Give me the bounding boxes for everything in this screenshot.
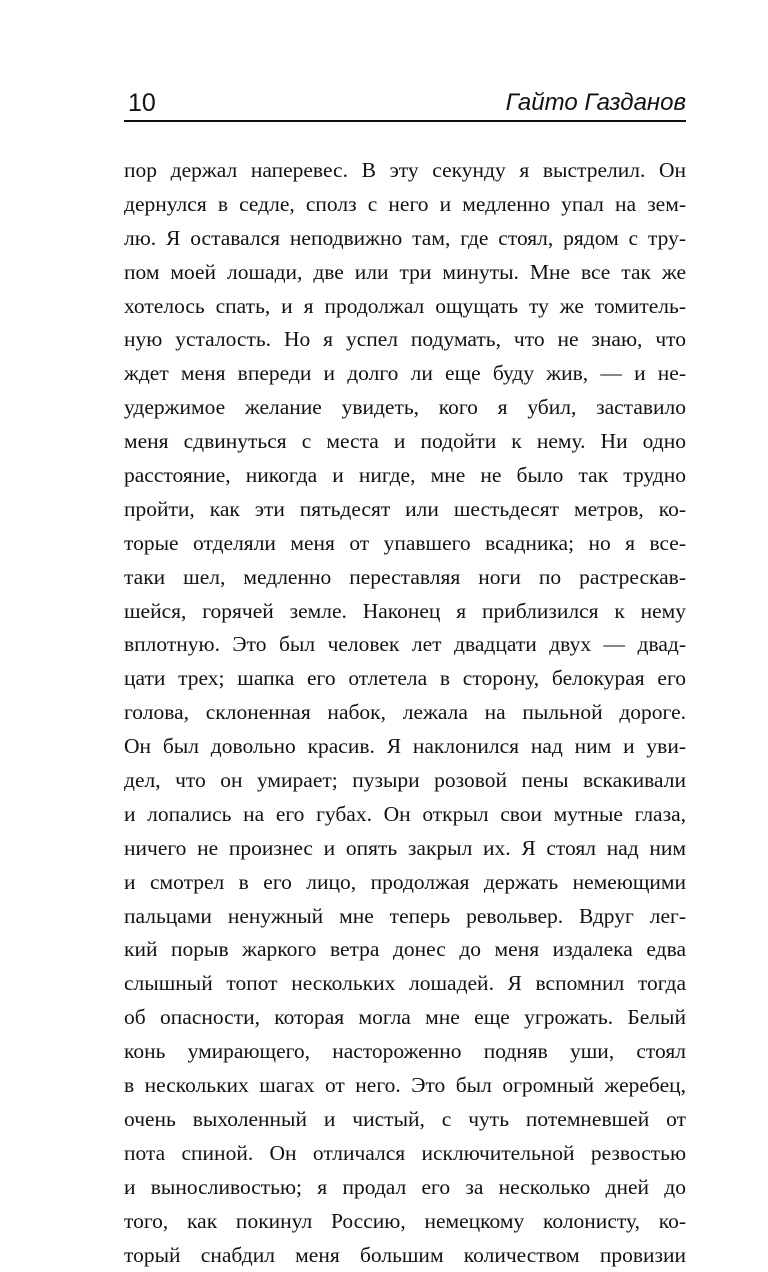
text-line: того, как покинул Россию, немецкому колонисту, ко- — [124, 1205, 686, 1239]
text-line: шейся, горячей земле. Наконец я приблизился к нему — [124, 595, 686, 629]
text-line: об опасности, которая могла мне еще угрожать. Белый — [124, 1001, 686, 1035]
text-line: ничего не произнес и опять закрыл их. Я стоял над ним — [124, 832, 686, 866]
author-name: Гайто Газданов — [506, 88, 686, 118]
page-number: 10 — [128, 88, 156, 118]
text-line: хотелось спать, и я продолжал ощущать ту же томитель- — [124, 290, 686, 324]
text-line: цати трех; шапка его отлетела в сторону, белокурая его — [124, 662, 686, 696]
text-line: пальцами ненужный мне теперь револьвер. Вдруг лег- — [124, 900, 686, 934]
text-line: пор держал наперевес. В эту секунду я выстрелил. Он — [124, 154, 686, 188]
text-line: ную усталость. Но я успел подумать, что не знаю, что — [124, 323, 686, 357]
body-text — [124, 154, 686, 1272]
text-line: и выносливостью; я продал его за несколько дней до — [124, 1171, 686, 1205]
text-line: лю. Я оставался неподвижно там, где стоял, рядом с тру- — [124, 222, 686, 256]
text-line: конь умирающего, настороженно подняв уши, стоял — [124, 1035, 686, 1069]
text-line: таки шел, медленно переставляя ноги по растрескав- — [124, 561, 686, 595]
text-line: в нескольких шагах от него. Это был огромный жеребец, — [124, 1069, 686, 1103]
text-line: дернулся в седле, сполз с него и медленно упал на зем- — [124, 188, 686, 222]
text-line: Он был довольно красив. Я наклонился над ним и уви- — [124, 730, 686, 764]
text-line: торый снабдил меня большим количеством провизии — [124, 1239, 686, 1272]
text-line: дел, что он умирает; пузыри розовой пены вскакивали — [124, 764, 686, 798]
text-line: пройти, как эти пятьдесят или шестьдесят метров, ко- — [124, 493, 686, 527]
running-head — [124, 88, 686, 122]
text-line: голова, склоненная набок, лежала на пыльной дороге. — [124, 696, 686, 730]
text-line: торые отделяли меня от упавшего всадника; но я все- — [124, 527, 686, 561]
text-line: ждет меня впереди и долго ли еще буду жив, — и не- — [124, 357, 686, 391]
text-line: очень выхоленный и чистый, с чуть потемневшей от — [124, 1103, 686, 1137]
text-line: слышный топот нескольких лошадей. Я вспомнил тогда — [124, 967, 686, 1001]
text-line: удержимое желание увидеть, кого я убил, заставило — [124, 391, 686, 425]
text-line: расстояние, никогда и нигде, мне не было так трудно — [124, 459, 686, 493]
text-line: кий порыв жаркого ветра донес до меня издалека едва — [124, 933, 686, 967]
text-line: и лопались на его губах. Он открыл свои мутные глаза, — [124, 798, 686, 832]
text-line: и смотрел в его лицо, продолжая держать немеющими — [124, 866, 686, 900]
text-line: меня сдвинуться с места и подойти к нему. Ни одно — [124, 425, 686, 459]
text-line: пота спиной. Он отличался исключительной резвостью — [124, 1137, 686, 1171]
text-line: вплотную. Это был человек лет двадцати двух — двад- — [124, 628, 686, 662]
text-line: пом моей лошади, две или три минуты. Мне все так же — [124, 256, 686, 290]
